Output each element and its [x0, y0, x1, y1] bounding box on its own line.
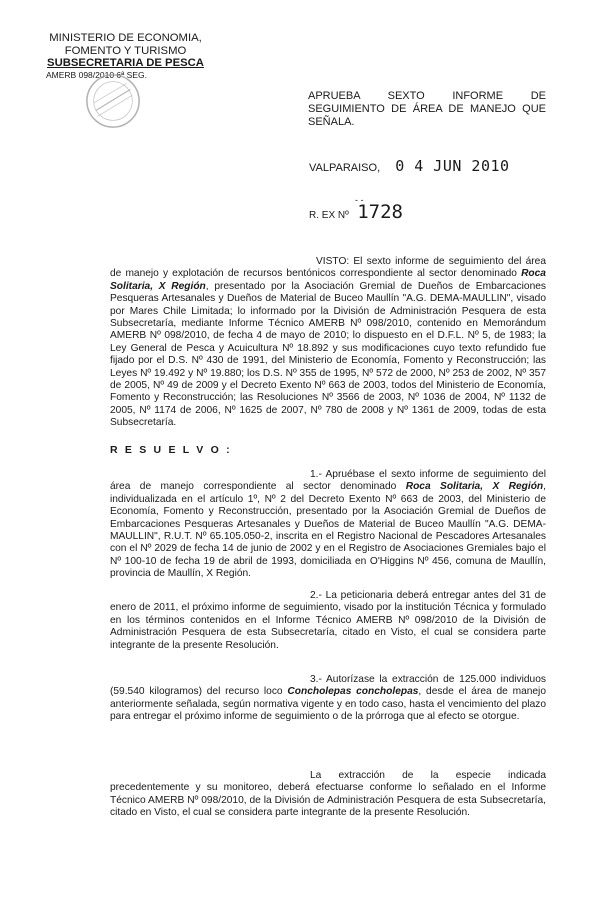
point-3b-text: La extracción de la especie indicada precedentemente y su monitoreo, deberá efectuarse conforme lo señalado en el Informe Técnico AMERB Nº 098/2010, de la División de Administración Pesquera de esta Subsecretaría, citado en Visto, el cual se considera parte integrante de la presente Resolución.	[110, 770, 546, 819]
resuelvo-heading: R E S U E L V O :	[110, 444, 232, 456]
resolution-summary: APRUEBA SEXTO INFORME DE SEGUIMIENTO DE ÁREA DE MANEJO QUE SEÑALA.	[308, 90, 546, 128]
point-3b	[110, 770, 546, 820]
point-3-lead: 3.- Autorízase la extracción de 125.000 individuos (59.540 kilogramos) del recurso loco	[110, 674, 546, 698]
ministry-line-1: MINISTERIO DE ECONOMIA,	[49, 32, 202, 44]
visto-text-2: , presentado por la Asociación Gremial de Dueños de Embarcaciones Pesqueras Artesanales y Dueños de Material de Buceo Maullín "A.G. DEMA-MAULLIN", visado por Mares Chile Limitada; lo informado por la División de Administración Pesquera de esta Subsecretaría, mediante Informe Técnico AMERB Nº 098/2010, contenido en Memorándum AMERB Nº 098/2010, de fecha 4 de mayo de 2010; lo dispuesto en el D.F.L. Nº 5, de 1983; la Ley General de Pesca y Acuicultura Nº 18.892 y sus modificaciones cuyo texto refundido fue fijado por el D.S. Nº 430 de 1991, del Ministerio de Economía, Fomento y Reconstrucción; las Leyes Nº 19.492 y Nº 19.880; los D.S. Nº 355 de 1995, Nº 572 de 2000, Nº 253 de 2002, Nº 357 de 2005, Nº 49 de 2009 y el Decreto Exento Nº 663 de 2003, todos del Ministerio de Economía, Fomento y Reconstrucción; las Resoluciones Nº 3566 de 2003, Nº 1036 de 2004, Nº 1132 de 2005, Nº 1174 de 2006, Nº 1625 de 2007, Nº 780 de 2008 y Nº 1361 de 2009, todas de esta Subsecretaría.	[110, 280, 546, 429]
point-1-sector: Roca Solitaria, X Región	[405, 481, 544, 493]
ministry-line-2: FOMENTO Y TURISMO	[64, 44, 187, 57]
point-1-rest: , individualizada en el artículo 1º, Nº 2 del Decreto Exento Nº 663 de 2003, del Ministerio de Economía, Fomento y Reconstrucción, presentado por la Asociación Gremial de Dueños de Embarcaciones Pesqueras Artesanales y Dueños de Material de Buceo Maullín "A.G. DEMA-MAULLIN", R.U.T. Nº 65.105.050-2, inscrita en el Registro Nacional de Pescadores Artesanales con el Nº 2029 de fecha 14 de junio de 2002 y en el Registro de Asociaciones Gremiales bajo el Nº 100-10 de fecha 19 de abril de 1993, domiciliada en O'Higgins Nº 456, comuna de Maullín, provincia de Maullín, X Región.	[110, 481, 546, 580]
number-dashes: - -	[355, 195, 364, 205]
place-and-date	[309, 157, 510, 175]
subsecretaria-name: SUBSECRETARIA DE PESCA	[47, 57, 204, 69]
point-3	[110, 674, 546, 724]
point-2-text: 2.- La peticionaria deberá entregar antes del 31 de enero de 2011, el próximo informe de seguimiento, visado por la institución Técnica y formulado en los términos contenidos en el Informe Técnico AMERB Nº 098/2010 de la División de Administración Pesquera de esta Subsecretaría, citado en Visto, el cual se considera parte integrante de la presente Resolución.	[110, 590, 546, 651]
resolution-number	[309, 195, 403, 223]
reference-code: AMERB 098/2010 6ª SEG.	[46, 69, 147, 80]
date-stamp: 0 4 JUN 2010	[395, 157, 510, 175]
seal-stamp-icon	[84, 72, 142, 130]
point-1	[110, 469, 546, 581]
resolution-label: R. EX Nº	[309, 210, 349, 221]
place: VALPARAISO,	[309, 162, 381, 174]
point-3-rest: , desde el área de manejo anteriormente señalada, según normativa vigente y en todo caso, hasta el vencimiento del plazo para entregar el próximo informe de seguimiento o de la prórroga que al efecto se otorgue.	[110, 686, 546, 723]
point-3-species: Concholepas concholepas	[287, 686, 419, 698]
point-2	[110, 590, 546, 652]
visto-section	[110, 256, 546, 430]
point-1-lead: 1.- Apruébase el sexto informe de seguimiento del área de manejo correspondiente al sector denominado	[110, 469, 546, 493]
visto-label: VISTO:	[316, 256, 350, 267]
resolution-number-value: 1728	[357, 201, 403, 223]
visto-text: El sexto informe de seguimiento del área de manejo y explotación de recursos bentónicos correspondiente al sector denominado	[110, 256, 546, 280]
visto-sector: Roca Solitaria, X Región	[110, 268, 546, 292]
